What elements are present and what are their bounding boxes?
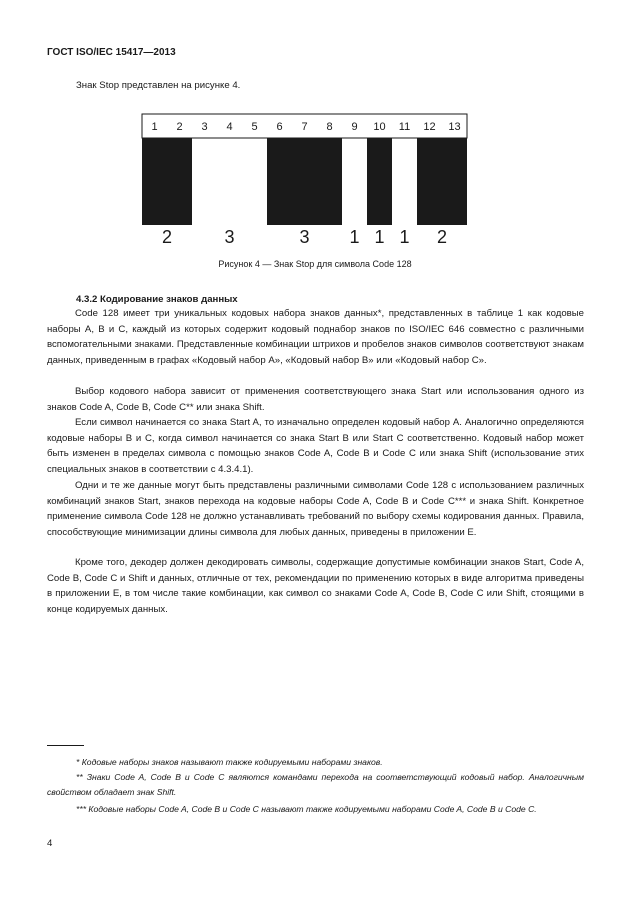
paragraph-3: Если символ начинается со знака Start A, то изначально определен кодовый набор A. Аналогично определяются кодовые наборы B и C, когда символ начинается со знака Start B или Start C соответственно. Кодовый набор может быть изменен в пределах символа с помощью знаков Code A, Code B и Code C или знака Shift (использование этих специальных знаков в соответствии с 4.3.4.1). <box>47 417 584 475</box>
figure-caption: Рисунок 4 — Знак Stop для символа Code 128 <box>218 259 412 269</box>
module-number: 6 <box>276 121 283 133</box>
module-number: 7 <box>301 121 308 133</box>
module-number: 9 <box>351 121 358 133</box>
module-number: 11 <box>398 121 411 133</box>
footnote-3: *** Кодовые наборы Code A, Code B и Code C называют также кодируемыми наборами Code A, Code B и Code C. <box>76 804 537 814</box>
module-number: 3 <box>201 121 208 133</box>
module-number: 5 <box>251 121 258 133</box>
module-number: 12 <box>423 121 436 133</box>
footnote-1: * Кодовые наборы знаков называют также кодируемыми наборами знаков. <box>76 757 383 767</box>
element-width-label: 1 <box>349 227 360 247</box>
element-width-label: 2 <box>161 227 173 247</box>
footnote-divider <box>47 745 84 746</box>
bar-element <box>142 138 192 225</box>
paragraph-5: Кроме того, декодер должен декодировать символы, содержащие допустимые комбинации знаков Start, Code A, Code B, Code C и Shift и данных, отличные от тех, рекомендации по применению которых в виде алгоритма приведены в приложении E, в том числе такие комбинации, как символ со знаками Code A, Code B, Code C или Shift, стоящими в конце кодируемых данных. <box>47 557 584 615</box>
bar-element <box>367 138 392 225</box>
element-width-label: 3 <box>224 227 235 247</box>
paragraph-2: Выбор кодового набора зависит от применения соответствующего знака Start или использования одного из знаков Code A, Code B, Code C** или знака Shift. <box>47 386 584 413</box>
section-heading: 4.3.2 Кодирование знаков данных <box>76 294 238 305</box>
page-number: 4 <box>47 838 53 849</box>
bar-element <box>417 138 467 225</box>
bar-element <box>267 138 342 225</box>
module-number: 4 <box>226 121 233 133</box>
stop-pattern-figure <box>0 0 630 255</box>
paragraph-1: Code 128 имеет три уникальных кодовых набора знаков данных*, представленных в таблице 1 как кодовые наборы A, B и C, каждый из которых содержит кодовый поднабор знаков по ISO/IEC 646 совместно с различными вспомогательными знаками. Представленные комбинации штрихов и пробелов знаков символов соответствуют знакам данных, приведенным в графах «Кодовый набор A», «Кодовый набор B» или «Кодовый набор C». <box>47 308 584 366</box>
module-number: 1 <box>151 121 158 133</box>
element-width-label: 3 <box>299 227 310 247</box>
module-number: 13 <box>448 121 461 133</box>
element-width-label: 1 <box>374 227 385 247</box>
element-width-label: 1 <box>399 227 410 247</box>
module-number: 8 <box>326 121 333 133</box>
intro-text: Знак Stop представлен на рисунке 4. <box>76 80 241 91</box>
element-width-label: 2 <box>436 227 448 247</box>
paragraph-4: Одни и те же данные могут быть представлены различными символами Code 128 с использованием различных комбинаций знаков Start, знаков перехода на кодовые наборы Code A, Code B и Code C*** и знака Shift. Конкретное применение символа Code 128 не должно устанавливать требований по выбору схемы кодирования данных. Правила, способствующие минимизации длины символа для любых данных, приведены в приложении E. <box>47 480 584 538</box>
document-header: ГОСТ ISO/IEC 15417—2013 <box>47 47 176 58</box>
module-number: 10 <box>373 121 386 133</box>
module-number: 2 <box>176 121 183 133</box>
footnote-2: ** Знаки Code A, Code B и Code C являются командами перехода на соответствующий кодовый набор. Аналогичным свойством обладает знак Shift. <box>47 772 584 797</box>
